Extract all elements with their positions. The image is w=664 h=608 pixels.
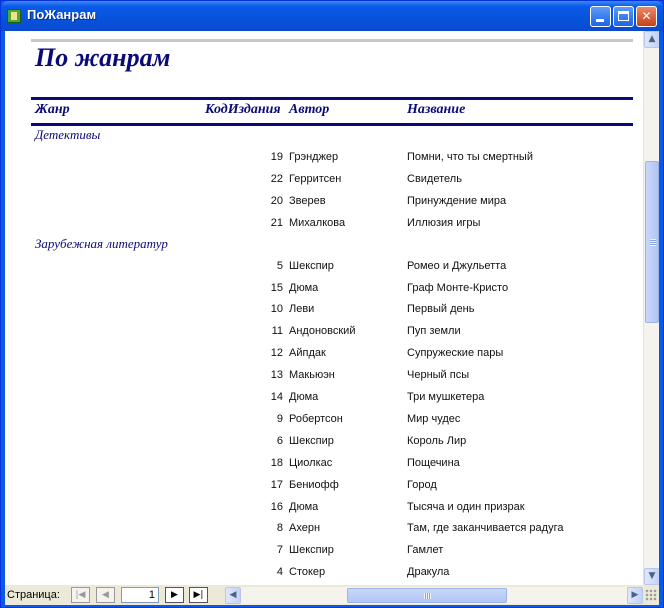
title-cell: Первый день [407, 303, 475, 316]
title-cell: Тысяча и один призрак [407, 500, 525, 513]
table-row [5, 475, 643, 497]
code-cell: 21 [270, 216, 283, 229]
code-cell: 7 [276, 544, 283, 557]
report-page [5, 31, 643, 585]
header-bottom-rule [31, 123, 633, 126]
report-view [5, 31, 659, 585]
last-page-icon: ▶| [193, 590, 204, 600]
next-page-button[interactable] [165, 587, 184, 603]
column-header-code: КодИздания [205, 102, 281, 117]
author-cell: Ахерн [289, 522, 321, 535]
last-page-button[interactable] [189, 587, 208, 603]
minimize-button[interactable] [590, 6, 611, 27]
code-cell: 13 [270, 369, 283, 382]
author-cell: Циолкас [289, 456, 333, 469]
table-row [5, 147, 643, 169]
column-header-author: Автор [289, 102, 330, 117]
scroll-down-icon: ▼ [648, 571, 656, 581]
author-cell: Грэнджер [289, 151, 339, 163]
table-row [5, 540, 643, 562]
code-cell: 8 [276, 522, 283, 535]
author-cell: Шекспир [289, 544, 334, 557]
next-page-icon: ▶ [171, 590, 178, 600]
scroll-left-button[interactable] [225, 587, 241, 604]
resize-grip-icon[interactable] [645, 589, 657, 601]
table-row [5, 562, 643, 584]
code-cell: 10 [270, 303, 283, 316]
vertical-scroll-thumb[interactable] [645, 161, 659, 323]
close-icon: ✕ [641, 9, 652, 23]
table-row [5, 497, 643, 519]
table-row [5, 256, 643, 278]
title-cell: Черный псы [407, 369, 470, 382]
scroll-right-button[interactable] [627, 587, 643, 604]
table-row [5, 278, 643, 300]
author-cell: Андоновский [289, 325, 356, 338]
title-cell: Помни, что ты смертный [407, 151, 533, 163]
table-row [5, 213, 643, 235]
table-row [5, 431, 643, 453]
title-cell: Гамлет [407, 544, 444, 557]
prev-page-button[interactable] [96, 587, 115, 603]
code-cell: 22 [270, 172, 283, 185]
title-cell: Дракула [407, 566, 450, 579]
table-row [5, 191, 643, 213]
title-cell: Пощечина [407, 456, 460, 469]
author-cell: Шекспир [289, 434, 334, 447]
table-row [5, 321, 643, 343]
code-cell: 4 [276, 566, 283, 579]
window-title: ПоЖанрам [27, 7, 97, 22]
author-cell: Михалкова [289, 216, 346, 229]
code-cell: 16 [270, 500, 283, 513]
horizontal-scroll-thumb[interactable] [347, 588, 507, 603]
code-cell: 19 [270, 151, 283, 163]
column-header-title: Название [407, 102, 466, 117]
report-icon[interactable] [7, 9, 21, 23]
title-cell: Принуждение мира [407, 194, 507, 207]
code-cell: 20 [270, 194, 283, 207]
close-button[interactable] [636, 6, 657, 27]
scroll-up-icon: ▲ [648, 34, 656, 44]
page-label: Страница: [7, 589, 60, 601]
author-cell: Макьюэн [289, 369, 335, 382]
title-cell: Граф Монте-Кристо [407, 281, 509, 294]
genre-group-label: Зарубежная литератур [35, 235, 168, 251]
minimize-icon [596, 19, 604, 22]
report-title: По жанрам [35, 43, 171, 72]
horizontal-scrollbar[interactable] [225, 587, 643, 604]
author-cell: Зверев [289, 194, 326, 207]
title-cell: Город [407, 478, 437, 491]
author-cell: Дюма [289, 500, 319, 513]
scroll-right-icon: ▶ [631, 590, 639, 600]
title-cell: Мир чудес [407, 412, 461, 425]
code-cell: 17 [270, 478, 283, 491]
author-cell: Леви [289, 303, 315, 316]
author-cell: Бениофф [289, 478, 339, 491]
table-row [5, 387, 643, 409]
page-number-input[interactable]: 1 [121, 587, 159, 603]
author-cell: Робертсон [289, 412, 343, 425]
first-page-icon: |◀ [75, 590, 86, 600]
author-cell: Герритсен [289, 172, 342, 185]
table-row [5, 365, 643, 387]
title-divider [31, 39, 633, 42]
author-cell: Шекспир [289, 259, 334, 272]
author-cell: Стокер [289, 566, 326, 579]
column-header-genre: Жанр [35, 102, 70, 117]
genre-group-label: Детективы [35, 127, 101, 142]
table-row [5, 299, 643, 321]
scroll-down-button[interactable] [644, 568, 659, 585]
table-row [5, 518, 643, 540]
first-page-button[interactable] [71, 587, 90, 603]
table-row [5, 409, 643, 431]
title-cell: Пуп земли [407, 325, 461, 338]
scroll-left-icon: ◀ [229, 590, 237, 600]
title-cell: Супружеские пары [407, 347, 504, 360]
code-cell: 15 [270, 281, 283, 294]
code-cell: 12 [270, 347, 283, 360]
table-row [5, 169, 643, 191]
maximize-icon [618, 11, 629, 21]
code-cell: 6 [276, 434, 283, 447]
title-cell: Ромео и Джульетта [407, 259, 507, 272]
code-cell: 18 [270, 456, 283, 469]
record-navigation-bar [5, 585, 659, 605]
code-cell: 11 [271, 325, 283, 338]
code-cell: 14 [270, 391, 283, 403]
code-cell: 9 [276, 412, 283, 425]
title-cell: Король Лир [407, 434, 467, 447]
table-row [5, 343, 643, 365]
maximize-button[interactable] [613, 6, 634, 27]
title-cell: Три мушкетера [407, 391, 485, 403]
scroll-up-button[interactable] [644, 31, 659, 48]
prev-page-icon: ◀ [102, 590, 109, 600]
author-cell: Дюма [289, 391, 319, 403]
title-cell: Иллюзия игры [407, 216, 481, 229]
table-row [5, 453, 643, 475]
title-cell: Свидетель [407, 172, 462, 185]
code-cell: 5 [276, 259, 283, 272]
grip-icon [424, 593, 431, 599]
title-bar[interactable] [1, 1, 663, 31]
grip-icon [650, 239, 656, 246]
header-top-rule [31, 97, 633, 100]
author-cell: Дюма [289, 281, 319, 294]
title-cell: Там, где заканчивается радуга [407, 522, 564, 535]
author-cell: Айпдак [289, 347, 326, 360]
vertical-scrollbar[interactable] [643, 31, 659, 585]
